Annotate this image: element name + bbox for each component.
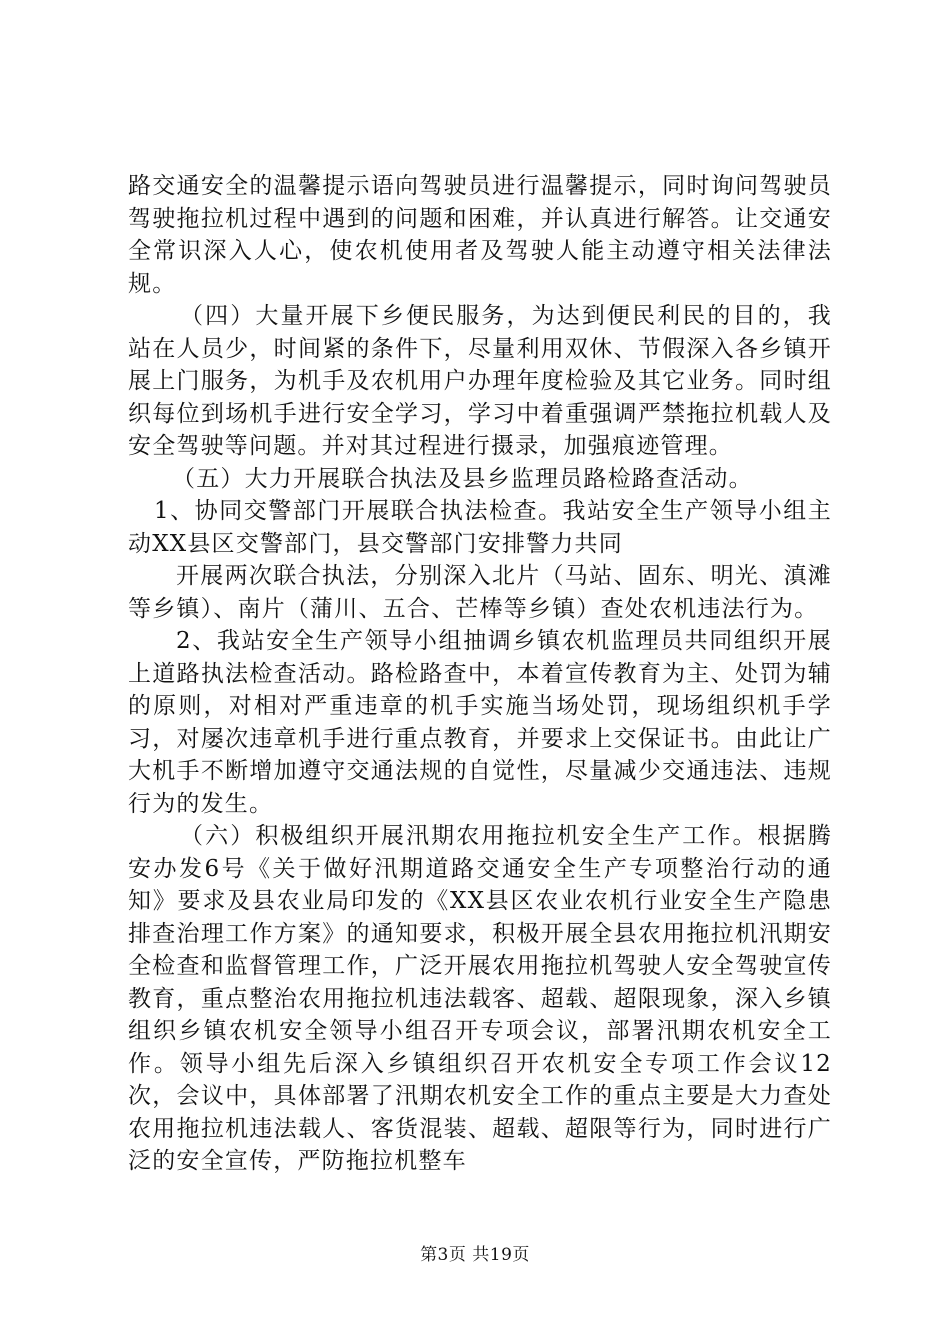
paragraph-item-2: 2、我站安全生产领导小组抽调乡镇农机监理员共同组织开展上道路执法检查活动。路检路查中，本着宣传教育为主、处罚为辅的原则，对相对严重违章的机手实施当场处罚，现场组织机手学习，对屡次违章机手进行重点教育，并要求上交保证书。由此让广大机手不断增加遵守交通法规的自觉性，尽量减少交通违法、违规行为的发生。: [128, 628, 832, 817]
paragraph-section-6: （六）积极组织开展汛期农用拖拉机安全生产工作。根据腾安办发6号《关于做好汛期道路交通安全生产专项整治行动的通知》要求及县农业局印发的《XX县区农业农机行业安全生产隐患排查治理工作方案》的通知要求，积极开展全县农用拖拉机汛期安全检查和监督管理工作，广泛开展农用拖拉机驾驶人安全驾驶宣传教育，重点整治农用拖拉机违法载客、超载、超限现象，深入乡镇组织乡镇农机安全领导小组召开专项会议，部署汛期农机安全工作。领导小组先后深入乡镇组织召开农机安全专项工作会议12次，会议中，具体部署了汛期农机安全工作的重点主要是大力查处农用拖拉机违法载人、客货混装、超载、超限等行为，同时进行广泛的安全宣传，严防拖拉机整车: [128, 823, 832, 1174]
page-number-footer: 第3页 共19页: [420, 1245, 530, 1265]
paragraph-section-5-heading: （五）大力开展联合执法及县乡监理员路检路查活动。: [172, 465, 753, 492]
paragraph-item-1: 1、协同交警部门开展联合执法检查。我站安全生产领导小组主动XX县区交警部门，县交警部门安排警力共同: [128, 498, 832, 557]
document-body: [128, 170, 832, 1178]
paragraph-item-1-continued: 开展两次联合执法，分别深入北片（马站、固东、明光、滇滩等乡镇）、南片（蒲川、五合、芒棒等乡镇）查处农机违法行为。: [128, 563, 832, 622]
paragraph-section-4: （四）大量开展下乡便民服务，为达到便民利民的目的，我站在人员少，时间紧的条件下，尽量利用双休、节假深入各乡镇开展上门服务，为机手及农机用户办理年度检验及其它业务。同时组织每位到场机手进行安全学习，学习中着重强调严禁拖拉机载人及安全驾驶等问题。并对其过程进行摄录，加强痕迹管理。: [128, 303, 832, 459]
paragraph-continuation: 路交通安全的温馨提示语向驾驶员进行温馨提示，同时询问驾驶员驾驶拖拉机过程中遇到的问题和困难，并认真进行解答。让交通安全常识深入人心，使农机使用者及驾驶人能主动遵守相关法律法规。: [128, 173, 832, 297]
